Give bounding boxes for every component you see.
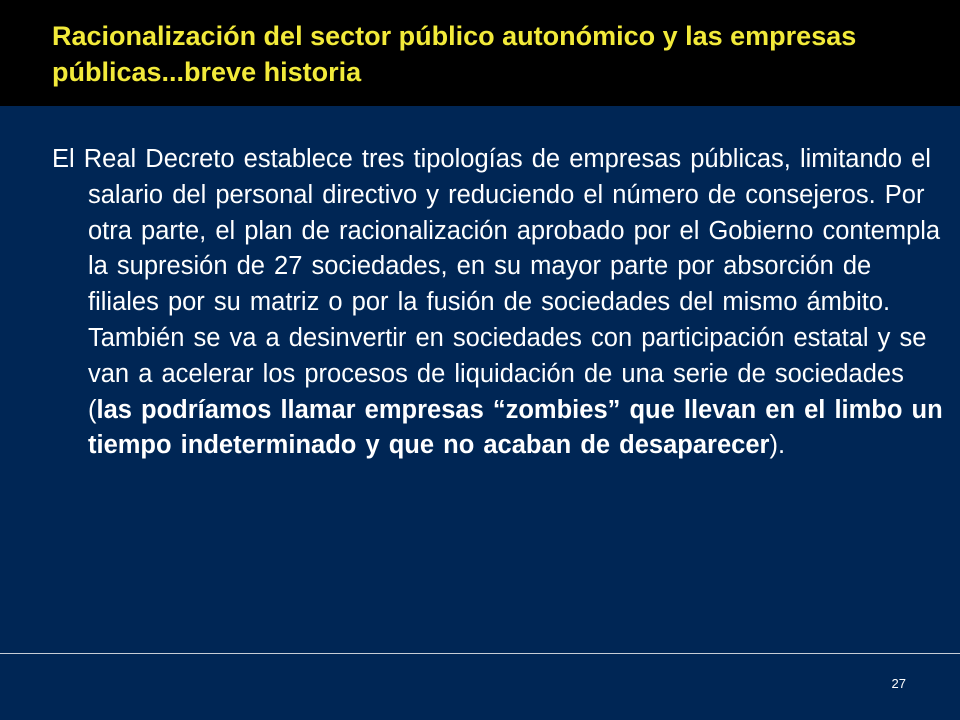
body-paragraph [52,142,948,464]
footer-divider [0,653,960,654]
body-text-bold: las podríamos llamar empresas “zombies” que llevan en el limbo un tiempo indeterminado y que no acaban de desaparecer [88,395,943,460]
slide-title: Racionalización del sector público autonómico y las empresas públicas...breve historia [52,21,857,87]
body-text-closing: ). [769,431,786,460]
page-number: 27 [891,676,906,691]
body-text-regular: El Real Decreto establece tres tipologías de empresas públicas, limitando el salario del personal directivo y reduciendo el número de consejeros. Por otra parte, el plan de racionalización aprobado por el Gobierno contempla la supresión de 27 sociedades, en su mayor parte por absorción de filiales por su matriz o por la fusión de sociedades del mismo ámbito. También se va a desinvertir en sociedades con participación estatal y se van a acelerar los procesos de liquidación de una serie de sociedades ( [52,145,941,424]
title-bar [0,0,960,106]
